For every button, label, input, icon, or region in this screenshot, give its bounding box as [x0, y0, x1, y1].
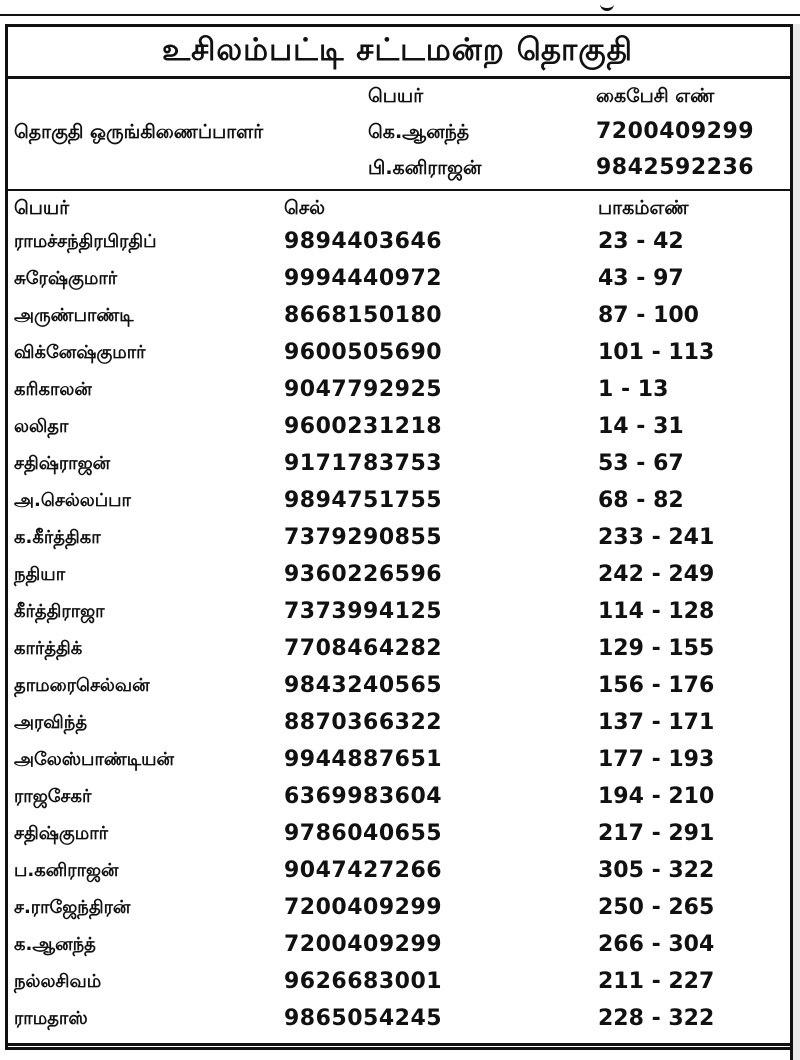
part-number-range: 228 - 322 — [598, 1006, 715, 1031]
member-phone: 9994440972 — [284, 266, 443, 291]
table-row — [8, 448, 790, 485]
member-phone: 7708464282 — [284, 636, 443, 661]
table-row — [8, 633, 790, 670]
member-phone: 7200409299 — [284, 895, 443, 920]
top-border-mark — [600, 0, 614, 11]
member-phone: 9865054245 — [284, 1006, 443, 1031]
member-phone: 7373994125 — [284, 599, 443, 624]
part-number-range: 211 - 227 — [598, 969, 715, 994]
member-phone: 6369983604 — [284, 784, 443, 809]
member-phone: 8668150180 — [284, 303, 443, 328]
member-name: நதியா — [14, 564, 66, 585]
member-name: அலேஸ்பாண்டியன் — [14, 749, 174, 770]
coordinator-name: பி.கனிராஜன் — [368, 157, 482, 179]
table-row — [8, 892, 790, 929]
part-number-range: 87 - 100 — [598, 303, 699, 328]
part-number-range: 266 - 304 — [598, 932, 715, 957]
part-number-range: 242 - 249 — [598, 562, 715, 587]
table-row — [8, 781, 790, 818]
coordinator-phone: 7200409299 — [596, 119, 755, 144]
table-row — [8, 411, 790, 448]
part-number-range: 137 - 171 — [598, 710, 715, 735]
table-row — [8, 818, 790, 855]
member-phone: 9047792925 — [284, 377, 443, 402]
coordinator-name-heading: பெயர் — [368, 85, 424, 107]
part-number-range: 217 - 291 — [598, 821, 715, 846]
member-name: சதிஷ்ராஜன் — [14, 453, 111, 474]
table-row — [8, 707, 790, 744]
part-number-range: 177 - 193 — [598, 747, 715, 772]
constituency-title: உசிலம்பட்டி சட்டமன்ற தொகுதி — [5, 27, 790, 79]
member-name: க.ஆனந்த் — [14, 934, 96, 955]
member-name: க.கீர்த்திகா — [14, 527, 101, 548]
column-header-name: பெயர் — [14, 197, 70, 219]
table-row — [8, 374, 790, 411]
member-name: கரிகாலன் — [14, 379, 92, 400]
member-table — [8, 226, 790, 1040]
member-name: ராஜசேகர் — [14, 786, 92, 807]
member-phone: 8870366322 — [284, 710, 443, 735]
bottom-border — [5, 1043, 790, 1046]
table-row — [8, 855, 790, 892]
member-phone: 9171783753 — [284, 451, 443, 476]
coordinator-name: கெ.ஆனந்த் — [368, 121, 470, 143]
member-phone: 9047427266 — [284, 858, 443, 883]
table-row — [8, 670, 790, 707]
table-row — [8, 966, 790, 1003]
coordinator-phone: 9842592236 — [596, 155, 755, 180]
part-number-range: 305 - 322 — [598, 858, 715, 883]
member-name: அருண்பாண்டி — [14, 305, 134, 326]
member-phone: 9626683001 — [284, 969, 443, 994]
part-number-range: 114 - 128 — [598, 599, 715, 624]
member-name: லலிதா — [14, 416, 69, 437]
part-number-range: 14 - 31 — [598, 414, 684, 439]
member-name: அரவிந்த் — [14, 712, 88, 733]
member-name: சதிஷ்குமார் — [14, 823, 109, 844]
member-phone: 9786040655 — [284, 821, 443, 846]
table-row — [8, 226, 790, 263]
part-number-range: 250 - 265 — [598, 895, 715, 920]
table-row — [8, 744, 790, 781]
member-name: ச.ராஜேந்திரன் — [14, 897, 131, 918]
member-name: கார்த்திக் — [14, 638, 83, 659]
member-name: ப.கனிராஜன் — [14, 860, 119, 881]
adjacent-column-edge — [790, 24, 800, 1060]
column-header-part: பாகம்எண் — [598, 197, 689, 219]
table-header — [8, 192, 790, 226]
member-name: நல்லசிவம் — [14, 971, 102, 992]
table-row — [8, 1003, 790, 1040]
member-name: தாமரைசெல்வன் — [14, 675, 150, 696]
coordinator-section — [8, 79, 790, 189]
table-row — [8, 596, 790, 633]
part-number-range: 53 - 67 — [598, 451, 684, 476]
column-header-phone: செல் — [284, 197, 326, 219]
table-row — [8, 929, 790, 966]
member-phone: 9360226596 — [284, 562, 443, 587]
member-phone: 9600505690 — [284, 340, 443, 365]
member-phone: 9944887651 — [284, 747, 443, 772]
section-divider — [5, 189, 790, 191]
part-number-range: 233 - 241 — [598, 525, 715, 550]
member-phone: 7200409299 — [284, 932, 443, 957]
part-number-range: 156 - 176 — [598, 673, 715, 698]
table-row — [8, 522, 790, 559]
part-number-range: 23 - 42 — [598, 229, 684, 254]
table-row — [8, 559, 790, 596]
top-border-strip — [0, 0, 800, 16]
member-phone: 9600231218 — [284, 414, 443, 439]
part-number-range: 68 - 82 — [598, 488, 684, 513]
member-phone: 7379290855 — [284, 525, 443, 550]
member-name: கீர்த்திராஜா — [14, 601, 105, 622]
member-phone: 9894751755 — [284, 488, 443, 513]
member-phone: 9894403646 — [284, 229, 443, 254]
member-name: சுரேஷ்குமார் — [14, 268, 118, 289]
member-name: விக்னேஷ்குமார் — [14, 342, 146, 363]
table-row — [8, 300, 790, 337]
coordinator-phone-heading: கைபேசி எண் — [596, 85, 715, 107]
part-number-range: 1 - 13 — [598, 377, 669, 402]
part-number-range: 101 - 113 — [598, 340, 715, 365]
table-row — [8, 263, 790, 300]
table-row — [8, 485, 790, 522]
member-name: அ.செல்லப்பா — [14, 490, 131, 511]
table-row — [8, 337, 790, 374]
member-phone: 9843240565 — [284, 673, 443, 698]
part-number-range: 194 - 210 — [598, 784, 715, 809]
part-number-range: 129 - 155 — [598, 636, 715, 661]
member-name: ராமச்சந்திரபிரதிப் — [14, 231, 157, 252]
member-name: ராமதாஸ் — [14, 1008, 88, 1029]
part-number-range: 43 - 97 — [598, 266, 684, 291]
coordinator-label: தொகுதி ஒருங்கிணைப்பாளர் — [14, 121, 264, 143]
